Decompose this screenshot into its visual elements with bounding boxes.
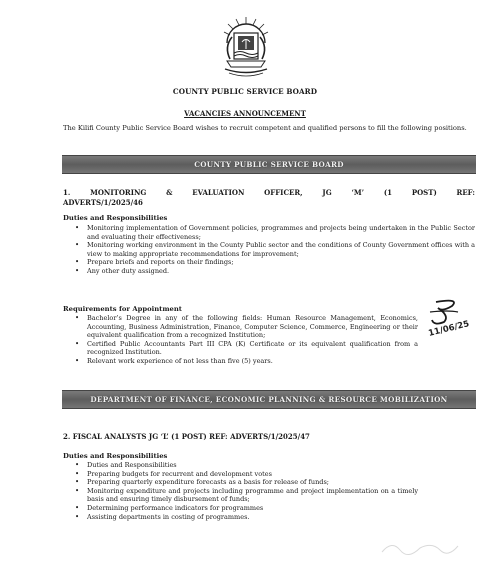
section-banner-cpsb: COUNTY PUBLIC SERVICE BOARD — [62, 155, 476, 174]
duties-heading: Duties and Responsibilities — [63, 214, 168, 222]
list-item: • Duties and Responsibilities — [73, 461, 418, 470]
list-item: • Assisting departments in costing of programmes. — [73, 513, 418, 522]
requirements-heading: Requirements for Appointment — [63, 305, 182, 313]
list-item: • Determining performance indicators for programmes — [73, 504, 418, 513]
position-title-line1: 1. MONITORING & EVALUATION OFFICER, JG ‘M’ (1 POST) REF: — [63, 188, 475, 197]
position-title: 2. FISCAL ANALYSTS JG ‘L’ (1 POST) REF: ADVERTS/1/2025/47 — [63, 432, 310, 441]
section-banner-finance: DEPARTMENT OF FINANCE, ECONOMIC PLANNING & RESOURCE MOBILIZATION — [62, 390, 476, 409]
list-item: • Relevant work experience of not less than five (5) years. — [73, 357, 418, 366]
duties-list — [73, 461, 418, 521]
faint-signature-watermark — [380, 538, 460, 558]
list-item: • Preparing quarterly expenditure forecasts as a basis for release of funds; — [73, 478, 418, 487]
list-item: • Monitoring working environment in the County Public sector and the conditions of County Government offices with a view to making appropriate recommendations for improvement; — [73, 241, 475, 258]
list-item: • Certified Public Accountants Part III CPA (K) Certificate or its equivalent qualification from a recognized Institution. — [73, 340, 418, 357]
list-item: • Preparing budgets for recurrent and development votes — [73, 470, 418, 479]
list-item: • Any other duty assigned. — [73, 267, 475, 276]
intro-paragraph: The Kilifi County Public Service Board wishes to recruit competent and qualified persons to fill the following positions. — [63, 124, 467, 132]
position-title-line2: ADVERTS/1/2025/46 — [63, 198, 143, 207]
org-title: COUNTY PUBLIC SERVICE BOARD — [172, 87, 318, 96]
signature-date: 11/06/25 — [427, 319, 471, 339]
duties-heading: Duties and Responsibilities — [63, 452, 168, 460]
list-item: • Monitoring implementation of Government policies, programmes and projects being undertaken in the Public Sector and evaluating their effectiveness; — [73, 224, 475, 241]
duties-list — [73, 224, 475, 276]
list-item: • Monitoring expenditure and projects including programme and project implementation on a timely basis and ensuring timely disbursement of funds; — [73, 487, 418, 504]
county-crest-logo — [221, 3, 271, 83]
list-item: • Bachelor’s Degree in any of the following fields: Human Resource Management, Economics, Accounting, Business Administration, Finance, Computer Science, Commerce, Engineering or their equivalent qualification from a recognized Institution; — [73, 314, 418, 340]
list-item: • Prepare briefs and reports on their findings; — [73, 258, 475, 267]
requirements-list — [73, 314, 418, 366]
announcement-title: VACANCIES ANNOUNCEMENT — [184, 109, 306, 118]
